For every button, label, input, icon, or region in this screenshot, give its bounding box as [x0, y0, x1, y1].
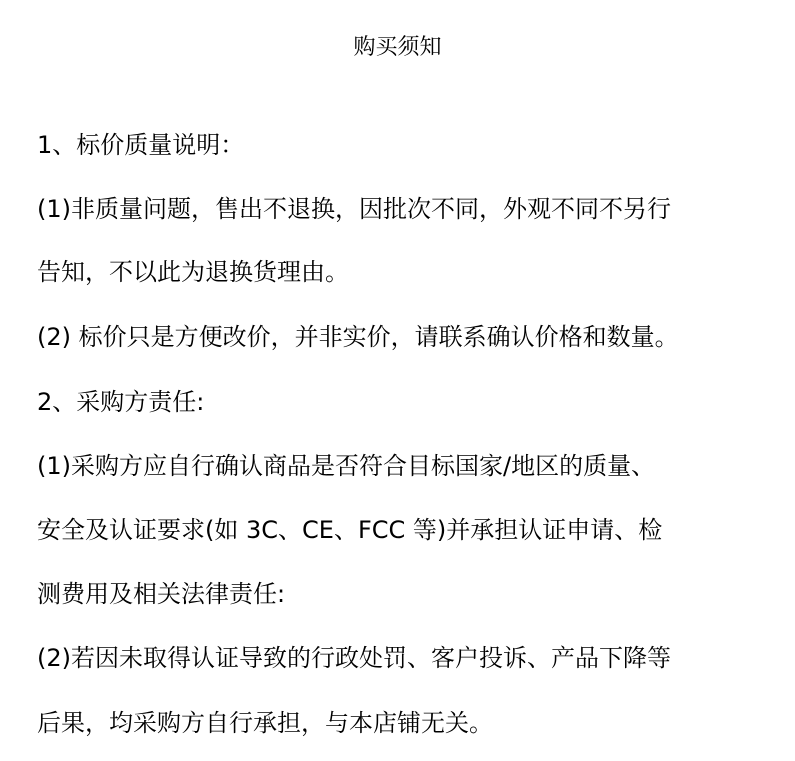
document-title: 购买须知	[353, 35, 442, 60]
section-2-item-1-line-3: 测费用及相关法律责任:	[37, 580, 286, 608]
section-1-item-1-line-2: 告知，不以此为退换货理由。	[37, 258, 349, 286]
section-2-item-2-line-2: 后果，均采购方自行承担，与本店铺无关。	[37, 709, 493, 737]
section-2-heading: 2、采购方责任:	[37, 388, 205, 416]
section-2-item-2-line-1: (2)若因未取得认证导致的行政处罚、客户投诉、产品下降等	[37, 644, 671, 672]
section-1-item-2: (2) 标价只是方便改价，并非实价，请联系确认价格和数量。	[37, 323, 679, 351]
section-2-item-1-line-2: 安全及认证要求(如 3C、CE、FCC 等)并承担认证申请、检	[37, 516, 663, 544]
section-1-item-1-line-1: (1)非质量问题，售出不退换，因批次不同，外观不同不另行	[37, 195, 671, 223]
section-1-heading: 1、标价质量说明：	[37, 131, 245, 159]
section-2-item-1-line-1: (1)采购方应自行确认商品是否符合目标国家/地区的质量、	[37, 452, 656, 480]
